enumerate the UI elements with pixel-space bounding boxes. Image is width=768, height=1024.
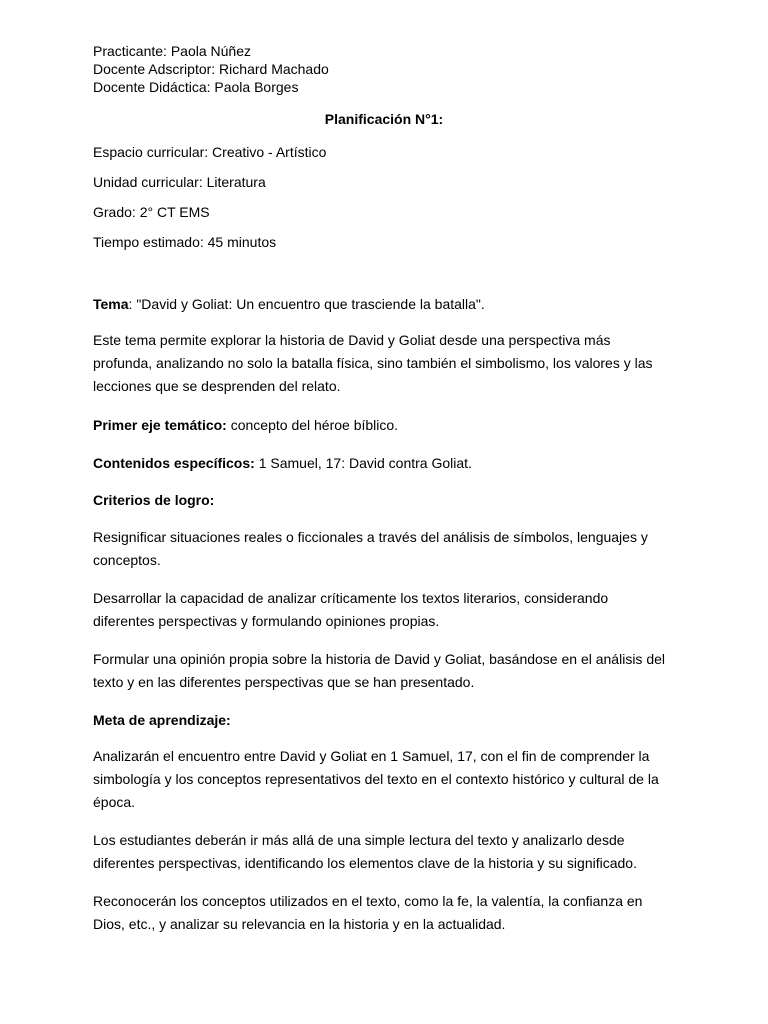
meta-heading [93,711,231,729]
criterio-line: texto y en las diferentes perspectivas que se han presentado. [93,674,475,690]
meta-line: Analizarán el encuentro entre David y Goliat en 1 Samuel, 17, con el fin de comprender la [93,748,650,764]
meta-line: Dios, etc., y analizar su relevancia en la historia y en la actualidad. [93,916,506,932]
tema-description [93,329,683,398]
criterio-line: conceptos. [93,552,161,568]
contenidos-label: Contenidos específicos: [93,455,255,471]
criterios-heading-text: Criterios de logro: [93,492,215,508]
docente-didactica-line: Docente Didáctica: Paola Borges [93,79,299,95]
primer-eje-text: concepto del héroe bíblico. [226,417,399,433]
espacio-curricular: Espacio curricular: Creativo - Artístico [93,144,327,160]
tema-description-line: Este tema permite explorar la historia de David y Goliat desde una perspectiva más [93,332,611,348]
meta-line: simbología y los conceptos representativos del texto en el contexto histórico y cultural de la [93,771,659,787]
meta-heading-text: Meta de aprendizaje: [93,712,231,728]
practicante-line: Practicante: Paola Núñez [93,43,251,59]
criterio-item [93,526,683,572]
tema-description-line: profunda, analizando no solo la batalla física, sino también el simbolismo, los valores y las [93,355,653,371]
primer-eje-label: Primer eje temático: [93,417,227,433]
meta-line: época. [93,794,136,810]
tiempo-estimado: Tiempo estimado: 45 minutos [93,234,277,250]
contenidos-line [93,454,472,472]
tema-label: Tema [93,296,129,312]
criterios-heading [93,491,214,509]
tema-text: : "David y Goliat: Un encuentro que trasciende la batalla". [128,296,485,312]
criterio-line: Formular una opinión propia sobre la historia de David y Goliat, basándose en el análisis del [93,651,665,667]
docente-adscriptor-line: Docente Adscriptor: Richard Machado [93,61,329,77]
meta-line: Los estudiantes deberán ir más allá de una simple lectura del texto y analizarlo desde [93,832,625,848]
tema-description-line: lecciones que se desprenden del relato. [93,378,341,394]
meta-item [93,829,683,875]
primer-eje-line [93,416,398,434]
criterio-line: Desarrollar la capacidad de analizar críticamente los textos literarios, considerando [93,590,609,606]
meta-item [93,890,683,936]
grado: Grado: 2° CT EMS [93,204,210,220]
unidad-curricular: Unidad curricular: Literatura [93,174,266,190]
contenidos-text: 1 Samuel, 17: David contra Goliat. [254,455,472,471]
meta-line: Reconocerán los conceptos utilizados en el texto, como la fe, la valentía, la confianza en [93,893,643,909]
criterio-line: Resignificar situaciones reales o ficcionales a través del análisis de símbolos, lenguajes y [93,529,648,545]
criterio-item [93,587,683,633]
criterio-item [93,648,683,694]
tema-line [93,295,485,313]
meta-line: diferentes perspectivas, identificando los elementos clave de la historia y su significado. [93,855,637,871]
document-title: Planificación N°1: [324,111,444,127]
meta-item [93,745,683,814]
criterio-line: diferentes perspectivas y formulando opiniones propias. [93,613,440,629]
